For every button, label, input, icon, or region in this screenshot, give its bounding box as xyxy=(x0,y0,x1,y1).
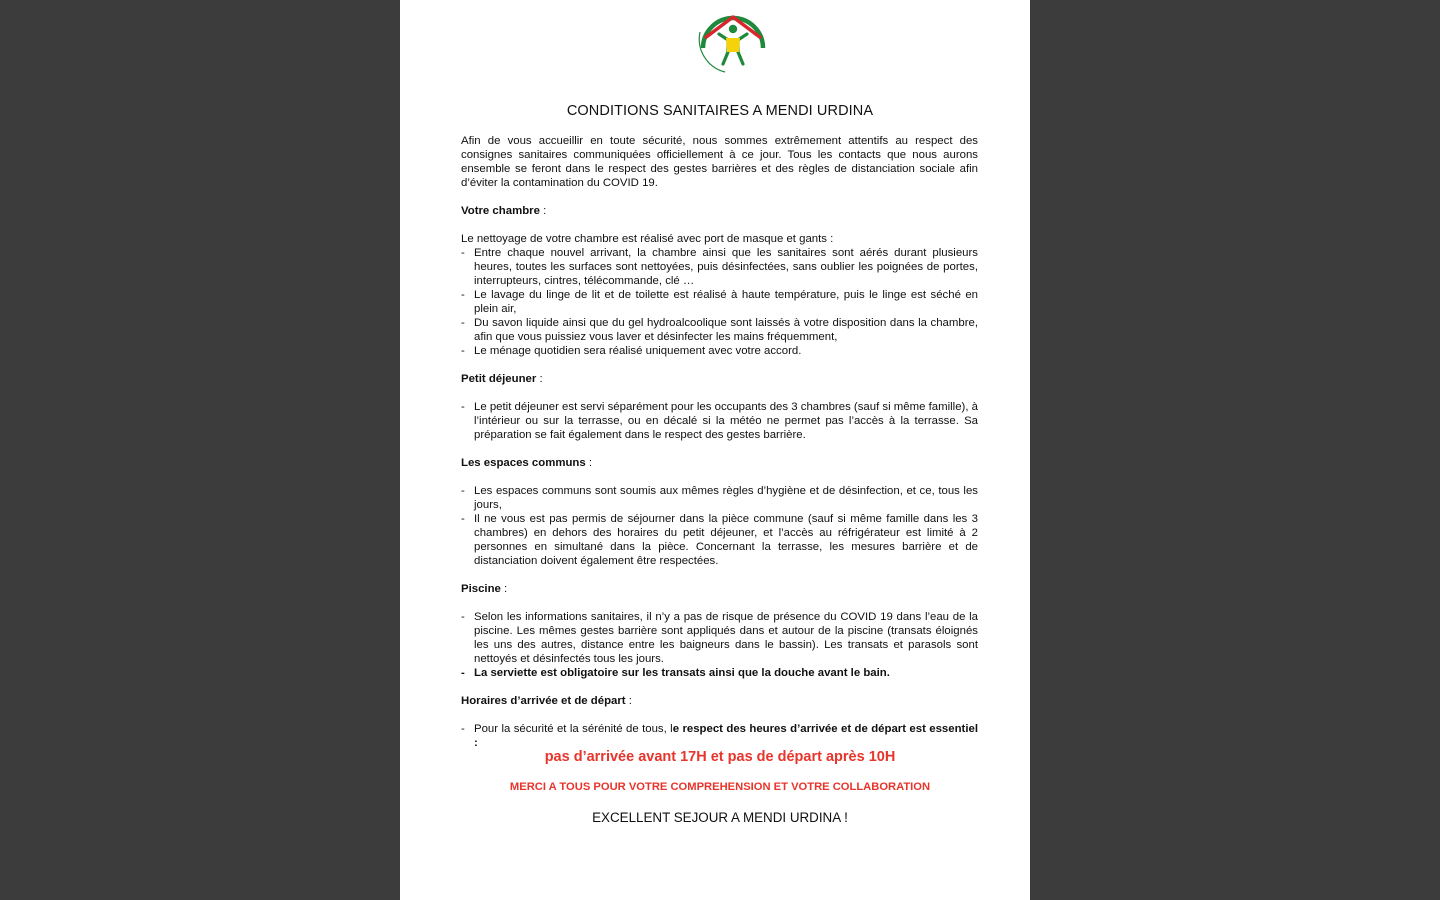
petit-dejeuner-list xyxy=(461,400,978,442)
espaces-list xyxy=(461,484,978,568)
list-item: - Le lavage du linge de lit et de toilette est réalisé à haute température, puis le linge est séché en plein air, xyxy=(461,288,978,316)
gites-de-france-logo xyxy=(695,8,771,76)
section-heading-chambre: Votre chambre : xyxy=(461,205,547,217)
list-item: - Le petit déjeuner est servi séparément pour les occupants des 3 chambres (sauf si même famille), à l’intérieur ou sur la terrasse, ou en décalé si la météo ne permet pas l’accès à la terrasse. Sa préparation se fait également dans le respect des gestes barrière. xyxy=(461,400,978,442)
section-heading-petit-dejeuner: Petit déjeuner : xyxy=(461,373,543,385)
list-item: - Il ne vous est pas permis de séjourner dans la pièce commune (sauf si même famille dans les 3 chambres) en dehors des horaires du petit déjeuner, et l’accès au réfrigérateur est limité à 2 personnes en simultané dans la pièce. Concernant la terrasse, les mesures barrière et de distanciation doivent également être respectées. xyxy=(461,512,978,568)
section-heading-horaires: Horaires d’arrivée et de départ : xyxy=(461,695,632,707)
chambre-lead: Le nettoyage de votre chambre est réalisé avec port de masque et gants : xyxy=(461,233,834,245)
document-body xyxy=(461,134,978,750)
list-item: - Selon les informations sanitaires, il n’y a pas de risque de présence du COVID 19 dans l’eau de la piscine. Les mêmes gestes barrière sont appliqués dans et autour de la piscine (transats éloignés les uns des autres, distance entre les baigneurs dans le bassin). Les transats et parasols sont nettoyés et désinfectés tous les jours. xyxy=(461,610,978,666)
section-heading-piscine: Piscine : xyxy=(461,583,508,595)
list-item: - Du savon liquide ainsi que du gel hydroalcoolique sont laissés à votre disposition dans la chambre, afin que vous puissiez vous laver et désinfecter les mains fréquemment, xyxy=(461,316,978,344)
chambre-list xyxy=(461,246,978,358)
list-item: - Entre chaque nouvel arrivant, la chambre ainsi que les sanitaires sont aérés durant plusieurs heures, toutes les surfaces sont nettoyées, puis désinfectées, sans oublier les poignées de portes, interrupteurs, cintres, télécommande, clé … xyxy=(461,246,978,288)
list-item-bold: - La serviette est obligatoire sur les transats ainsi que la douche avant le bain. xyxy=(461,666,978,680)
horaires-list xyxy=(461,722,978,750)
list-item: - Le ménage quotidien sera réalisé uniquement avec votre accord. xyxy=(461,344,978,358)
arrival-departure-highlight: pas d’arrivée avant 17H et pas de départ après 10H xyxy=(544,749,896,765)
intro-paragraph: Afin de vous accueillir en toute sécurité, nous sommes extrêmement attentifs au respect des consignes sanitaires communiquées officiellement à ce jour. Tous les contacts que nous aurons ensemble se feront dans le respect des gestes barrières et des règles de distanciation sociale afin d’éviter la contamination du COVID 19. xyxy=(461,135,978,189)
thanks-message: MERCI A TOUS POUR VOTRE COMPREHENSION ET VOTRE COLLABORATION xyxy=(509,781,931,793)
section-heading-espaces: Les espaces communs : xyxy=(461,457,593,469)
list-item: - Les espaces communs sont soumis aux mêmes règles d’hygiène et de désinfection, et ce, tous les jours, xyxy=(461,484,978,512)
document-title: CONDITIONS SANITAIRES A MENDI URDINA xyxy=(566,103,874,119)
closing-message: EXCELLENT SEJOUR A MENDI URDINA ! xyxy=(592,810,848,825)
list-item: - Pour la sécurité et la sérénité de tous, le respect des heures d’arrivée et de départ est essentiel : xyxy=(461,722,978,750)
piscine-list xyxy=(461,610,978,680)
